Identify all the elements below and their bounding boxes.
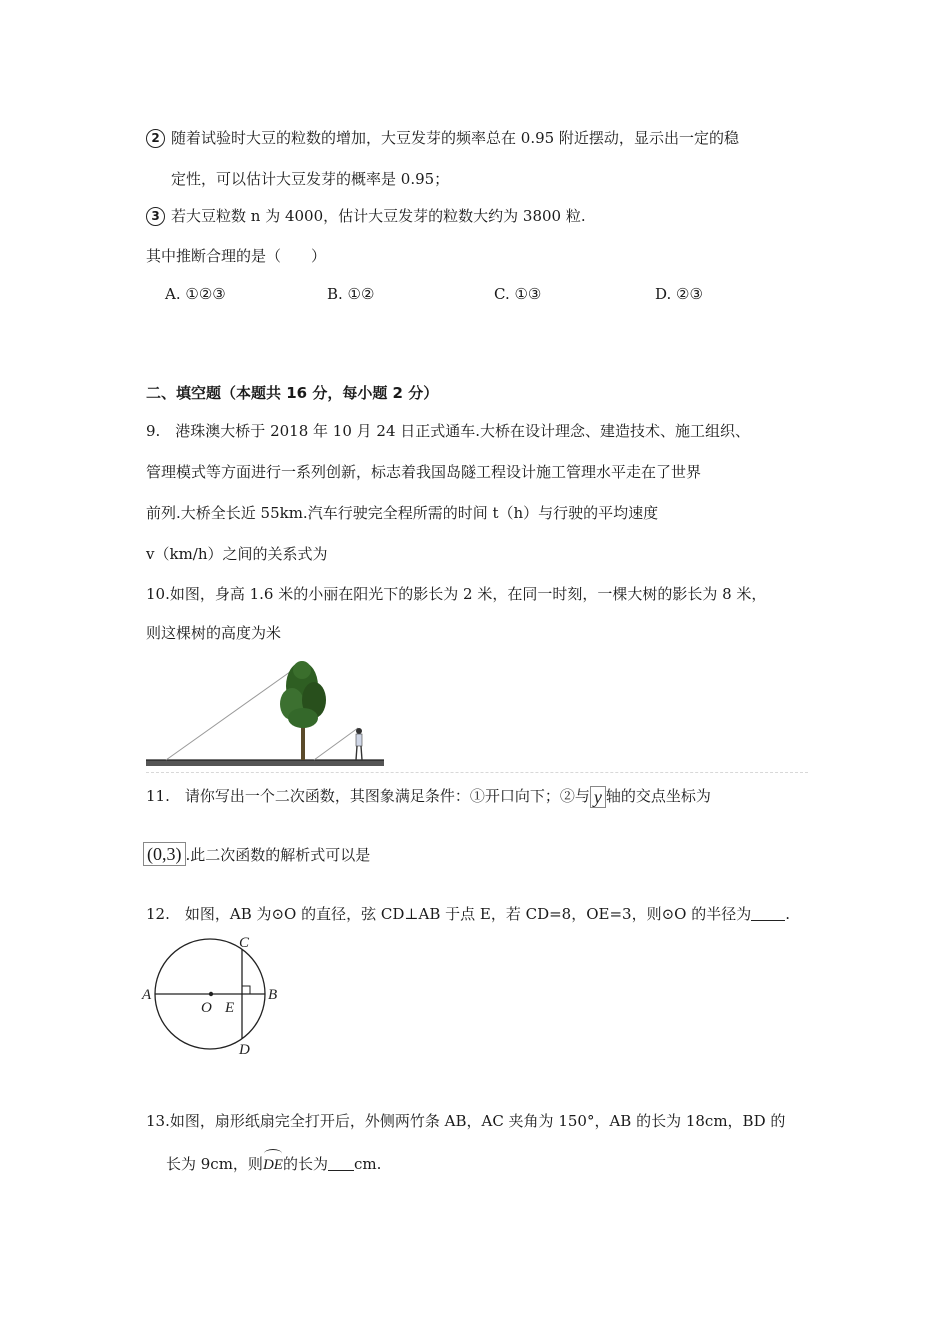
q13-line1: 13.如图，扇形纸扇完全打开后，外侧两竹条 AB，AC 夹角为 150°，AB 的长为 18cm，BD 的	[146, 1112, 786, 1130]
arc-de-label: DE	[263, 1150, 283, 1176]
q10-line2: 则这棵树的高度为米	[146, 624, 282, 642]
q8-item-3	[146, 205, 586, 227]
q13-line2-pre: 长为 9cm，则	[166, 1155, 263, 1173]
circled-number-3: 3	[146, 207, 165, 226]
ground-strip	[146, 760, 384, 766]
label-e: E	[225, 1000, 235, 1016]
label-o: O	[201, 1000, 212, 1016]
point-coordinate: (0,3)	[143, 842, 186, 866]
q12-answer-blank	[751, 904, 785, 921]
q8-option-b: B. ①②	[327, 285, 375, 303]
center-point	[209, 992, 213, 996]
circled-number-2: 2	[146, 129, 165, 148]
q8-item-3-text: 若大豆粒数 n 为 4000，估计大豆发芽的粒数大约为 3800 粒.	[171, 207, 586, 225]
q9-line2: 管理模式等方面进行一系列创新，标志着我国岛隧工程设计施工管理水平走在了世界	[146, 463, 702, 481]
q13-line2-post: cm.	[353, 1155, 382, 1173]
label-c: C	[239, 935, 250, 951]
q8-option-a: A. ①②③	[165, 285, 226, 303]
q8-prompt: 其中推断合理的是（ ）	[146, 247, 327, 265]
section-heading: 二、填空题（本题共 16 分，每小题 2 分）	[146, 384, 439, 402]
section-divider	[146, 772, 808, 773]
tree-foliage-icon	[280, 661, 326, 728]
right-angle-mark	[242, 986, 250, 994]
q8-item-2-line1: 随着试验时大豆的粒数的增加，大豆发芽的频率总在 0.95 附近摆动，显示出一定的稳	[171, 129, 739, 147]
q13-answer-blank	[328, 1154, 354, 1171]
q8-option-c: C. ①③	[494, 285, 542, 303]
label-a: A	[142, 987, 152, 1003]
q12-line1-pre: 12. 如图，AB 为⊙O 的直径，弦 CD⊥AB 于点 E，若 CD=8，OE=3，则⊙O 的半径为	[146, 905, 752, 923]
q11-line1-pre: 11. 请你写出一个二次函数，其图象满足条件：①开口向下；②与	[146, 787, 590, 805]
q11-line2-post: .此二次函数的解析式可以是	[185, 846, 371, 864]
person-icon	[356, 728, 362, 760]
q11-line2	[143, 842, 370, 866]
label-d: D	[239, 1042, 250, 1058]
q9-line4: v（km/h）之间的关系式为	[146, 545, 328, 563]
q13-line2-mid: 的长为	[282, 1155, 328, 1173]
q9-line3: 前列.大桥全长近 55km.汽车行驶完全程所需的时间 t（h）与行驶的平均速度	[146, 504, 659, 522]
label-b: B	[268, 987, 278, 1003]
q9-line1: 9. 港珠澳大桥于 2018 年 10 月 24 日正式通车.大桥在设计理念、建造技术、施工组织、	[146, 422, 751, 440]
q8-item-2-line2: 定性，可以估计大豆发芽的概率是 0.95；	[171, 170, 450, 188]
q8-option-d: D. ②③	[655, 285, 703, 303]
circle-figure	[140, 928, 290, 1058]
tree-shadow-figure	[140, 656, 392, 772]
q12-line1	[146, 903, 790, 925]
q11-line1	[146, 785, 711, 808]
q10-line1: 10.如图，身高 1.6 米的小丽在阳光下的影长为 2 米，在同一时刻，一棵大树的影长为 8 米，	[146, 585, 767, 603]
q11-line1-post: 轴的交点坐标为	[605, 787, 711, 805]
q8-item-2	[146, 127, 739, 149]
person-sun-ray	[314, 728, 358, 760]
q12-line1-post: .	[785, 905, 790, 923]
q13-line2	[166, 1150, 381, 1176]
y-symbol: y	[590, 786, 606, 808]
